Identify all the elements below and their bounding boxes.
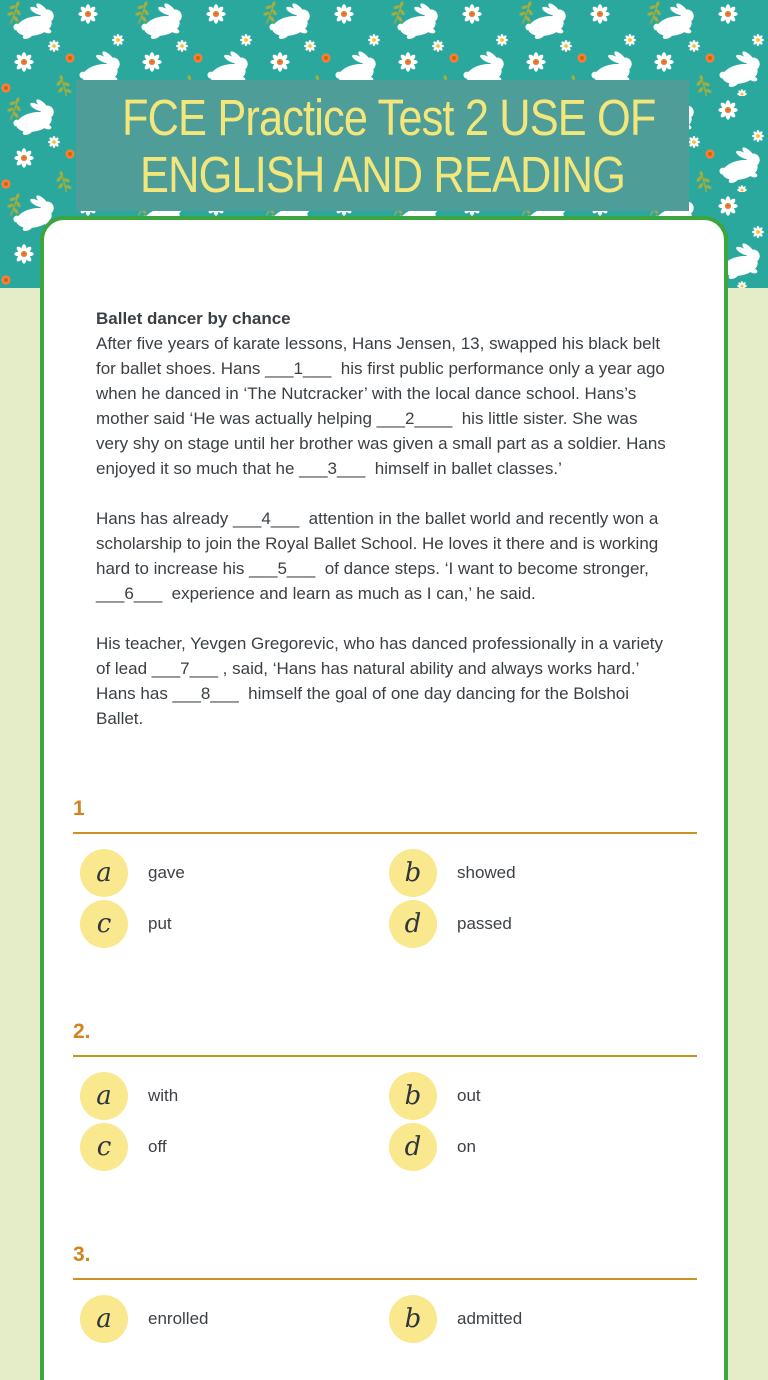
passage-heading: Ballet dancer by chance (96, 309, 291, 328)
option-label: out (457, 1086, 481, 1105)
option-letter-badge[interactable] (80, 1123, 128, 1171)
option-letter-badge[interactable] (389, 900, 437, 948)
options-grid (73, 1295, 697, 1343)
answer-option-a[interactable] (80, 1295, 389, 1343)
question-divider (73, 1055, 697, 1057)
option-label: put (148, 914, 172, 933)
passage-paragraph-1: After five years of karate lessons, Hans Jensen, 13, swapped his black belt for ballet shoes. Hans ___1___ his first public performance only a year ago when he danced in ‘The Nutcracker’ with the local dance school. Hans’s mother said ‘He was actually helping ___2____ his little sister. She was very shy on stage until her brother was given a small part as a soldier. Hans enjoyed it so much that he ___3___ himself in ballet classes.’ (96, 334, 671, 478)
answer-option-b[interactable] (389, 849, 697, 897)
option-letter: c (96, 1132, 112, 1162)
option-letter: b (404, 1081, 422, 1111)
options-grid (73, 1072, 697, 1171)
option-letter-badge[interactable] (389, 1072, 437, 1120)
answer-option-c[interactable] (80, 900, 389, 948)
page-title-line-1: FCE Practice Test 2 USE OF (121, 88, 656, 146)
question-divider (73, 832, 697, 834)
answer-option-c[interactable] (80, 1123, 389, 1171)
question-block-3 (73, 1241, 697, 1343)
question-block-2 (73, 1018, 697, 1171)
option-letter: c (96, 909, 112, 939)
option-letter: a (96, 1304, 112, 1334)
question-block-1 (73, 795, 697, 948)
option-label: admitted (457, 1309, 523, 1328)
page-title (121, 88, 656, 203)
option-letter: d (404, 909, 422, 939)
option-label: with (148, 1086, 179, 1105)
option-letter: a (96, 1081, 112, 1111)
option-letter: b (404, 858, 422, 888)
option-letter-badge[interactable] (80, 900, 128, 948)
option-label: gave (148, 863, 185, 882)
page-title-line-2: ENGLISH AND READING (140, 145, 625, 203)
option-label: on (457, 1137, 476, 1156)
answer-option-d[interactable] (389, 900, 697, 948)
question-number: 1 (73, 797, 85, 820)
passage-paragraph-2: Hans has already ___4___ attention in the ballet world and recently won a scholarship to join the Royal Ballet School. He loves it there and is working hard to increase his ___5___ of dance steps. ‘I want to become stronger, ___6___ experience and learn as much as I can,’ he said. (96, 509, 664, 603)
option-label: off (148, 1137, 167, 1156)
option-letter-badge[interactable] (80, 849, 128, 897)
answer-option-a[interactable] (80, 1072, 389, 1120)
option-letter-badge[interactable] (389, 1123, 437, 1171)
option-label: passed (457, 914, 512, 933)
reading-passage (96, 306, 672, 731)
questions-section (73, 795, 697, 1343)
option-letter: d (404, 1132, 422, 1162)
option-label: showed (457, 863, 516, 882)
answer-option-b[interactable] (389, 1295, 697, 1343)
options-grid (73, 849, 697, 948)
option-label: enrolled (148, 1309, 209, 1328)
title-banner (76, 80, 689, 211)
answer-option-b[interactable] (389, 1072, 697, 1120)
option-letter-badge[interactable] (389, 849, 437, 897)
option-letter: a (96, 858, 112, 888)
option-letter: b (404, 1304, 422, 1334)
question-number: 3. (73, 1243, 91, 1266)
question-number: 2. (73, 1020, 91, 1043)
option-letter-badge[interactable] (80, 1295, 128, 1343)
option-letter-badge[interactable] (389, 1295, 437, 1343)
question-divider (73, 1278, 697, 1280)
answer-option-a[interactable] (80, 849, 389, 897)
worksheet-card (40, 216, 728, 1380)
option-letter-badge[interactable] (80, 1072, 128, 1120)
answer-option-d[interactable] (389, 1123, 697, 1171)
passage-paragraph-3: His teacher, Yevgen Gregorevic, who has danced professionally in a variety of lead ___7___ , said, ‘Hans has natural ability and always works hard.’ Hans has ___8___ himself the goal of one day dancing for the Bolshoi Ballet. (96, 634, 668, 728)
